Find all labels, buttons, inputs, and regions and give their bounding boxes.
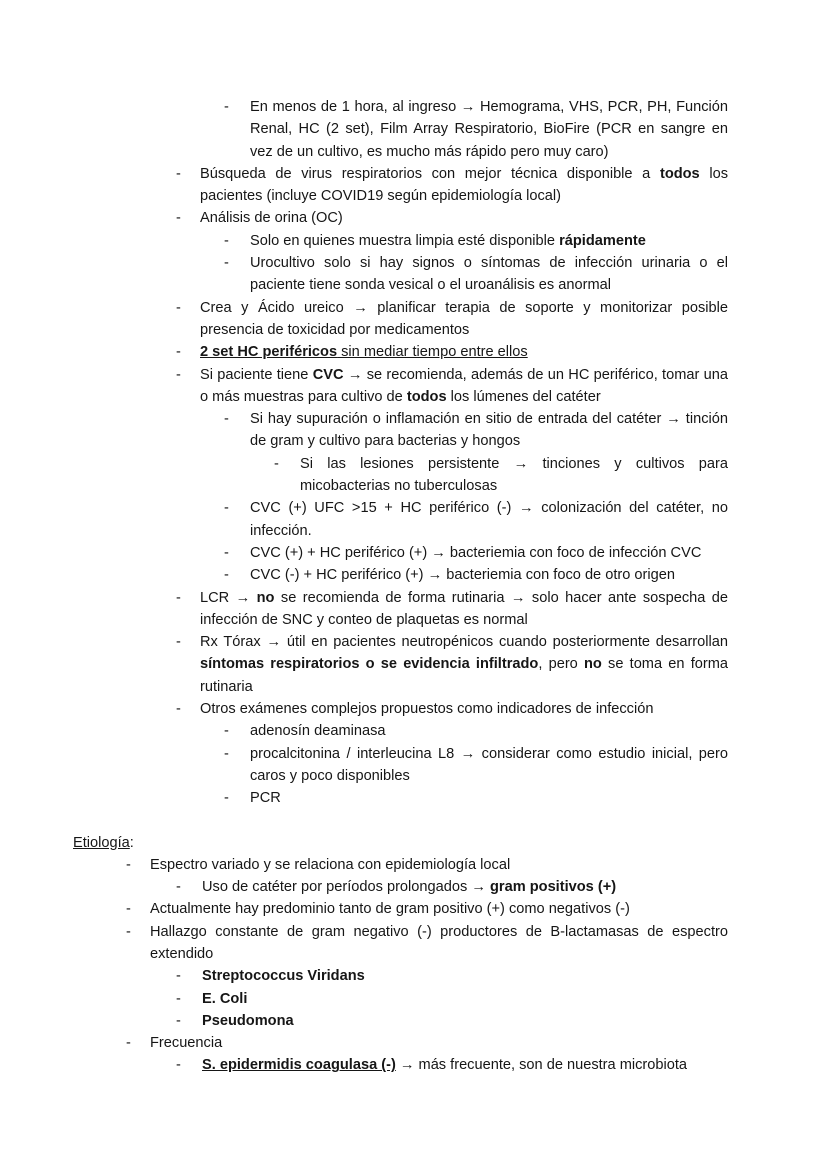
list-item-text [200,207,728,229]
text-run: Búsqueda de virus respiratorios con mejor técnica disponible a [200,165,660,182]
list-item-text [202,965,728,987]
list-item-text [250,787,728,809]
list-item [0,230,828,252]
list-item-text [150,1032,728,1054]
text-run: Si las lesiones persistente → tinciones y cultivos para micobacterias no tuberculosas [300,455,728,495]
list-item [0,207,828,229]
list-item [0,787,828,809]
text-run: Crea y Ácido ureico → planificar terapia de soporte y monitorizar posible presencia de toxicidad por medicamentos [200,299,728,338]
list-item [0,631,828,698]
text-run: los lúmenes del catéter [446,388,601,405]
text-run-emphasis: rápidamente [559,232,646,249]
text-run: Uso de catéter por períodos prolongados → [202,879,490,896]
section-spacer [0,810,828,832]
text-run: CVC (+) UFC >15 + HC periférico (-) → colonización del catéter, no infección. [250,500,728,539]
list-bullet-marker: - [176,634,181,651]
list-bullet-marker: - [224,232,229,249]
list-item-text [200,163,728,208]
list-item [0,1054,828,1076]
list-item [0,988,828,1010]
list-bullet-marker: - [224,745,229,762]
text-run: Análisis de orina (OC) [200,210,343,227]
list-item [0,163,828,208]
list-item-text [200,364,728,409]
list-bullet-marker: - [176,366,181,383]
list-bullet-marker: - [224,500,229,517]
list-item-text [150,854,728,876]
list-item [0,453,828,498]
examenes-bullet-list [0,96,828,810]
text-run: En menos de 1 hora, al ingreso → Hemograma, VHS, PCR, PH, Función Renal, HC (2 set), Film Array Respiratorio, BioFire (PCR en sangre en vez de un cultivo, es mucho más rápido pero muy caro) [250,99,728,160]
list-item [0,564,828,586]
list-bullet-marker: - [224,723,229,740]
list-item [0,698,828,720]
text-run-emphasis: sin mediar tiempo entre ellos [337,344,528,361]
text-run: adenosín deaminasa [250,723,386,740]
etiologia-heading-colon: : [129,834,134,851]
list-bullet-marker: - [224,411,229,428]
list-bullet-marker: - [224,567,229,584]
list-item-text [250,720,728,742]
list-item [0,96,828,163]
list-item-text [250,408,728,453]
text-run-emphasis: todos [659,165,700,182]
list-item-text [250,497,728,542]
list-item [0,743,828,788]
list-item [0,341,828,363]
text-run-emphasis: Streptococcus Viridans [202,968,365,985]
list-bullet-marker: - [274,455,279,472]
text-run: PCR [250,790,281,807]
list-item [0,364,828,409]
text-run: Espectro variado y se relaciona con epidemiología local [150,856,511,873]
text-run: Solo en quienes muestra limpia esté disponible [250,232,560,249]
list-item-text [200,341,728,363]
list-bullet-marker: - [176,299,181,316]
list-bullet-marker: - [176,968,181,985]
text-run: Frecuencia [150,1035,223,1052]
list-item [0,876,828,898]
list-item [0,252,828,297]
list-item-text [250,564,728,586]
list-item-text [150,898,728,920]
list-bullet-marker: - [224,99,229,115]
text-run: Otros exámenes complejos propuestos como indicadores de infección [200,701,654,718]
list-bullet-marker: - [176,589,181,606]
list-item [0,1032,828,1054]
text-run: LCR → [200,589,257,606]
text-run: Hallazgo constante de gram negativo (-) productores de B-lactamasas de espectro extendido [150,923,728,962]
list-bullet-marker: - [126,901,131,918]
text-run: Urocultivo solo si hay signos o síntomas de infección urinaria o el paciente tiene sonda vesical o el uroanálisis es anormal [250,255,728,294]
text-run: Si paciente tiene [200,366,313,383]
list-bullet-marker: - [176,344,181,361]
text-run-emphasis: S. epidermidis coagulasa (-) [202,1057,396,1074]
list-item-text [150,921,728,966]
text-run: CVC (+) + HC periférico (+) → bacteriemia con foco de infección CVC [250,544,702,561]
list-item-text [250,96,728,163]
text-run-emphasis: síntomas respiratorios o se evidencia infiltrado [200,656,539,673]
text-run-emphasis: E. Coli [202,990,248,1007]
list-item-text [200,587,728,632]
text-run: Actualmente hay predominio tanto de gram positivo (+) como negativos (-) [150,901,630,918]
list-bullet-marker: - [224,255,229,272]
list-item [0,587,828,632]
list-item [0,408,828,453]
text-run-emphasis: no [584,656,602,673]
list-item [0,497,828,542]
list-item [0,720,828,742]
list-bullet-marker: - [224,790,229,807]
text-run: se toma en forma rutinaria [200,656,729,695]
etiologia-heading-text: Etiología [73,834,130,851]
list-item-text [200,297,728,342]
list-item-text [250,542,728,564]
list-item-text [202,876,728,898]
list-item [0,297,828,342]
list-item-text [202,1054,728,1076]
list-bullet-marker: - [176,701,181,718]
list-bullet-marker: - [224,544,229,561]
list-bullet-marker: - [126,856,131,873]
list-bullet-marker: - [176,879,181,896]
list-item-text [202,988,728,1010]
text-run: Si hay supuración o inflamación en sitio de entrada del catéter → tinción de gram y cultivo para bacterias y hongos [250,411,728,450]
list-item-text [300,453,728,498]
list-item-text [200,698,728,720]
list-item [0,965,828,987]
text-run-emphasis: gram positivos (+) [490,879,617,896]
list-bullet-marker: - [176,1012,181,1029]
list-bullet-marker: - [176,990,181,1007]
list-item [0,542,828,564]
text-run: procalcitonina / interleucina L8 → considerar como estudio inicial, pero caros y poco disponibles [250,745,728,784]
list-item-text [250,252,728,297]
list-item-text [202,1010,728,1032]
text-run: Rx Tórax → útil en pacientes neutropénicos cuando posteriormente desarrollan [200,634,728,651]
list-item [0,854,828,876]
text-run-emphasis: no [256,589,275,606]
list-item-text [250,743,728,788]
etiologia-bullet-list [0,854,828,1077]
list-bullet-marker: - [176,165,181,182]
etiologia-heading [73,832,828,854]
list-item-text [200,631,728,698]
text-run-emphasis: todos [406,388,447,405]
text-run-emphasis: Pseudomona [202,1012,294,1029]
list-bullet-marker: - [176,210,181,227]
list-item [0,898,828,920]
list-item-text [250,230,728,252]
text-run: , pero [538,656,584,673]
text-run: se recomienda de forma rutinaria → solo hacer ante sospecha de infección de SNC y conteo de plaquetas es normal [200,589,728,628]
list-bullet-marker: - [126,1035,131,1052]
list-item [0,921,828,966]
list-bullet-marker: - [176,1057,181,1074]
list-bullet-marker: - [126,923,131,940]
text-run: CVC (-) + HC periférico (+) → bacteriemia con foco de otro origen [250,567,676,584]
text-run-emphasis: CVC [312,366,344,383]
text-run: → más frecuente, son de nuestra microbiota [395,1057,688,1074]
text-run: los pacientes (incluye COVID19 según epidemiología local) [200,165,728,205]
text-run-emphasis: 2 set HC periféricos [200,344,338,361]
list-item [0,1010,828,1032]
text-run: → se recomienda, además de un HC periférico, tomar una o más muestras para cultivo de [200,366,728,405]
